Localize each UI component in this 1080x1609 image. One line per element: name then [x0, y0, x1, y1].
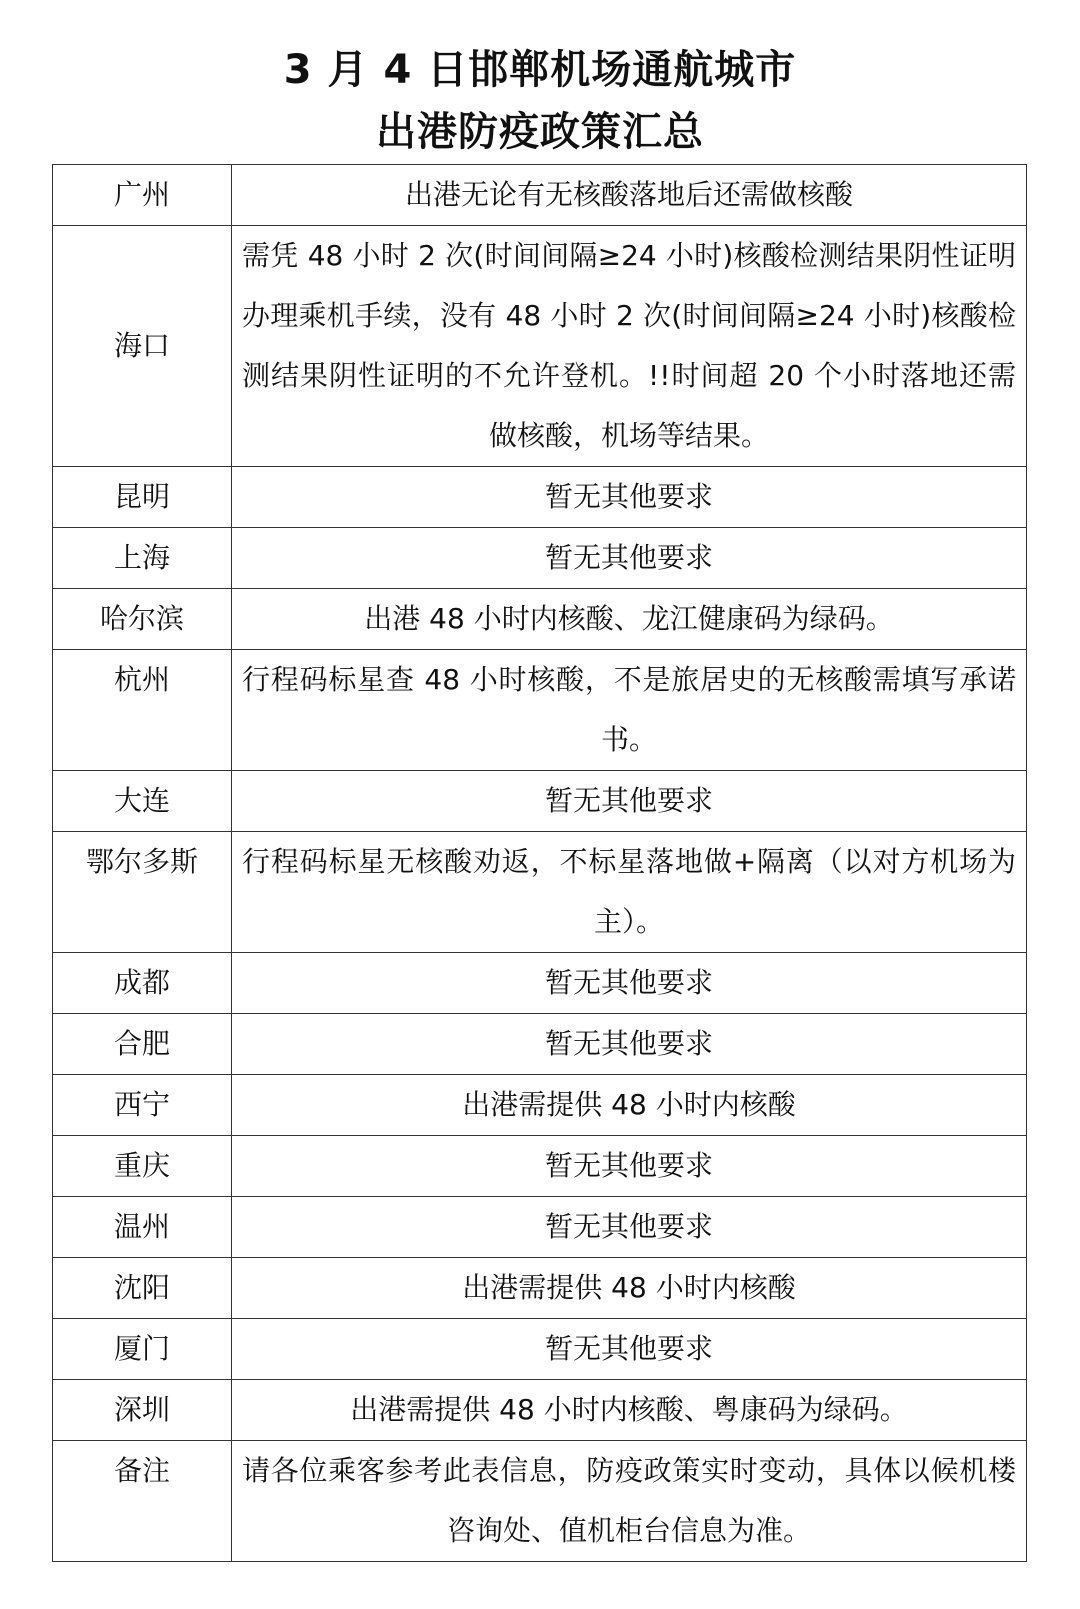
table-row [53, 650, 1027, 771]
city-cell: 杭州 [53, 650, 232, 771]
table-row [53, 1136, 1027, 1197]
table-row [53, 953, 1027, 1014]
table-row [53, 165, 1027, 226]
city-cell: 西宁 [53, 1075, 232, 1136]
policy-cell: 出港 48 小时内核酸、龙江健康码为绿码。 [232, 589, 1027, 650]
city-cell: 沈阳 [53, 1258, 232, 1319]
policy-cell: 暂无其他要求 [232, 1197, 1027, 1258]
policy-table [52, 164, 1027, 1562]
table-row [53, 832, 1027, 953]
table-row [53, 589, 1027, 650]
city-cell: 海口 [53, 226, 232, 467]
city-cell: 昆明 [53, 467, 232, 528]
table-row [53, 1441, 1027, 1562]
city-cell: 厦门 [53, 1319, 232, 1380]
policy-cell: 暂无其他要求 [232, 771, 1027, 832]
city-cell: 温州 [53, 1197, 232, 1258]
policy-cell: 暂无其他要求 [232, 1014, 1027, 1075]
policy-cell: 暂无其他要求 [232, 953, 1027, 1014]
table-row [53, 528, 1027, 589]
policy-cell: 需凭 48 小时 2 次(时间间隔≥24 小时)核酸检测结果阴性证明办理乘机手续，没有 48 小时 2 次(时间间隔≥24 小时)核酸检测结果阴性证明的不允许登机。!!时间超 20 个小时落地还需做核酸，机场等结果。 [232, 226, 1027, 467]
city-cell: 深圳 [53, 1380, 232, 1441]
policy-cell: 行程码标星无核酸劝返，不标星落地做+隔离（以对方机场为主）。 [232, 832, 1027, 953]
city-cell: 成都 [53, 953, 232, 1014]
table-row [53, 1319, 1027, 1380]
table-row [53, 1075, 1027, 1136]
table-row [53, 1258, 1027, 1319]
policy-cell: 出港需提供 48 小时内核酸 [232, 1075, 1027, 1136]
city-cell: 重庆 [53, 1136, 232, 1197]
table-row [53, 771, 1027, 832]
city-cell: 鄂尔多斯 [53, 832, 232, 953]
remarks-text: 请各位乘客参考此表信息，防疫政策实时变动，具体以候机楼咨询处、值机柜台信息为准。 [232, 1441, 1027, 1562]
policy-cell: 出港需提供 48 小时内核酸 [232, 1258, 1027, 1319]
policy-cell: 出港无论有无核酸落地后还需做核酸 [232, 165, 1027, 226]
remarks-label: 备注 [53, 1441, 232, 1562]
policy-cell: 暂无其他要求 [232, 528, 1027, 589]
table-row [53, 467, 1027, 528]
policy-cell: 暂无其他要求 [232, 1319, 1027, 1380]
table-row [53, 1380, 1027, 1441]
table-row [53, 1197, 1027, 1258]
city-cell: 上海 [53, 528, 232, 589]
city-cell: 合肥 [53, 1014, 232, 1075]
policy-cell: 行程码标星查 48 小时核酸，不是旅居史的无核酸需填写承诺书。 [232, 650, 1027, 771]
table-row [53, 226, 1027, 467]
document-subtitle: 出港防疫政策汇总 [376, 109, 704, 155]
policy-cell: 出港需提供 48 小时内核酸、粤康码为绿码。 [232, 1380, 1027, 1441]
document-title: 3 月 4 日邯郸机场通航城市 [283, 47, 797, 93]
table-row [53, 1014, 1027, 1075]
policy-cell: 暂无其他要求 [232, 1136, 1027, 1197]
city-cell: 大连 [53, 771, 232, 832]
city-cell: 哈尔滨 [53, 589, 232, 650]
city-cell: 广州 [53, 165, 232, 226]
policy-cell: 暂无其他要求 [232, 467, 1027, 528]
